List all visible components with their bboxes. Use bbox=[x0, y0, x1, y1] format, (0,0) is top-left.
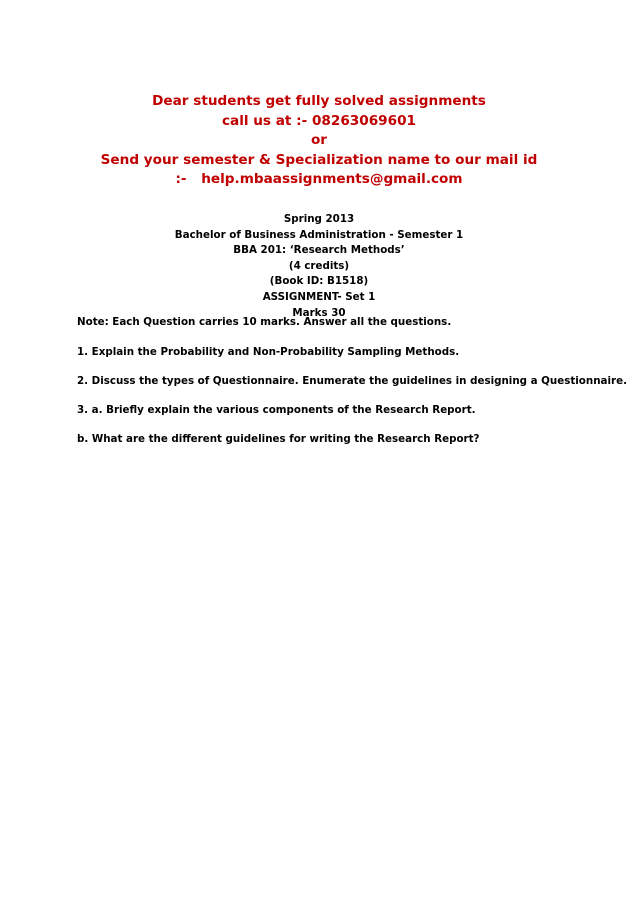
question-1: 1. Explain the Probability and Non-Probability Sampling Methods. bbox=[77, 346, 460, 358]
note-text: Note: Each Question carries 10 marks. Answer all the questions. bbox=[77, 316, 452, 328]
promo-email-address[interactable]: help.mbaassignments@gmail.com bbox=[201, 171, 463, 187]
promo-phone: call us at :- 08263069601 bbox=[221, 112, 417, 129]
question-2: 2. Discuss the types of Questionnaire. Enumerate the guidelines in designing a Questionnaire. bbox=[77, 375, 627, 387]
header-course: BBA 201: ‘Research Methods’ bbox=[233, 244, 405, 257]
header-credits: (4 credits) bbox=[288, 259, 350, 272]
promo-block bbox=[0, 92, 638, 190]
promo-or: or bbox=[310, 132, 328, 148]
promo-email-prefix: :- bbox=[175, 171, 187, 187]
question-3b: b. What are the different guidelines for writing the Research Report? bbox=[77, 433, 480, 445]
header-program: Bachelor of Business Administration - Semester 1 bbox=[174, 228, 464, 241]
header-book-id: (Book ID: B1518) bbox=[269, 275, 369, 288]
promo-mail-instruction: Send your semester & Specialization name to our mail id bbox=[100, 151, 538, 168]
assignment-header bbox=[0, 212, 638, 321]
header-term: Spring 2013 bbox=[283, 213, 355, 225]
header-marks: Marks 30 bbox=[292, 306, 346, 319]
promo-headline: Dear students get fully solved assignments bbox=[152, 93, 486, 109]
header-assignment: ASSIGNMENT- Set 1 bbox=[262, 290, 376, 303]
question-3a: 3. a. Briefly explain the various components of the Research Report. bbox=[77, 404, 476, 416]
promo-email-line bbox=[0, 170, 638, 190]
